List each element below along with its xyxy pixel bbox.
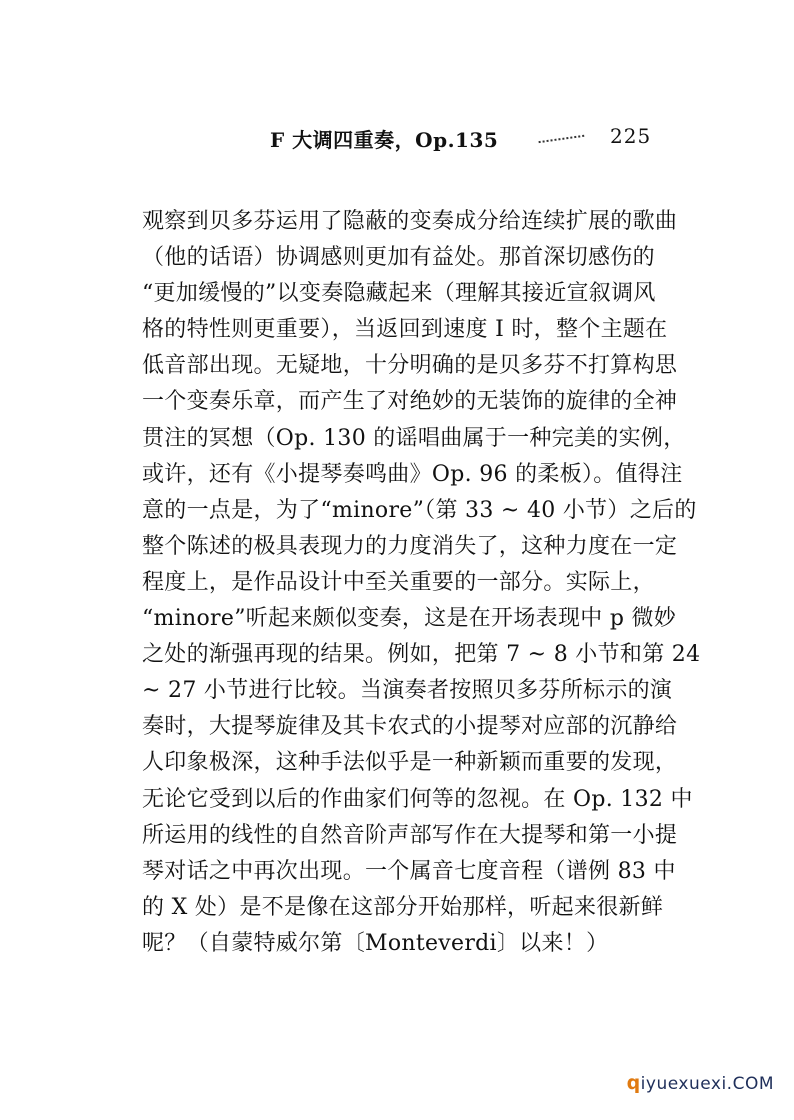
site-watermark — [627, 1072, 774, 1094]
text-line: （他的话语）协调感则更加有益处。那首深切感伤的 — [142, 245, 655, 271]
text-line: “minore”听起来颇似变奏，这是在开场表现中 p 微妙 — [142, 606, 677, 632]
text-line: 奏时，大提琴旋律及其卡农式的小提琴对应部的沉静给 — [142, 714, 678, 740]
text-line: “更加缓慢的”以变奏隐藏起来（理解其接近宣叙调风 — [142, 281, 656, 307]
text-line: 或许，还有《小提琴奏鸣曲》Op. 96 的柔板）。值得注 — [142, 461, 683, 487]
text-line: 之处的渐强再现的结果。例如，把第 7 ~ 8 小节和第 24 — [142, 642, 701, 668]
text-line: 观察到贝多芬运用了隐蔽的变奏成分给连续扩展的歌曲 — [142, 209, 678, 234]
text-line: 无论它受到以后的作曲家们何等的忽视。在 Op. 132 中 — [142, 786, 693, 812]
text-line: 一个变奏乐章，而产生了对绝妙的无装饰的旋律的全神 — [142, 389, 678, 415]
body-paragraph — [142, 204, 701, 962]
text-line: 程度上，是作品设计中至关重要的一部分。实际上， — [142, 569, 655, 595]
text-line: 所运用的线性的自然音阶声部写作在大提琴和第一小提 — [142, 822, 678, 848]
text-line: 的 X 处）是不是像在这部分开始那样，听起来很新鲜 — [142, 894, 664, 920]
text-line: 呢？（自蒙特威尔第〔Monteverdi〕以来！） — [142, 930, 609, 956]
header-title: F 大调四重奏，Op.135 — [270, 128, 499, 152]
text-line: ~ 27 小节进行比较。当演奏者按照贝多芬所标示的演 — [142, 678, 673, 704]
text-line: 格的特性则更重要），当返回到速度 I 时，整个主题在 — [142, 317, 668, 343]
text-line: 琴对话之中再次出现。一个属音七度音程（谱例 83 中 — [142, 858, 676, 884]
page-number: 225 — [610, 124, 652, 148]
text-line: 人印象极深，这种手法似乎是一种新颖而重要的发现， — [142, 750, 678, 776]
text-line: 意的一点是，为了“minore”（第 33 ~ 40 小节）之后的 — [142, 497, 697, 523]
text-line: 低音部出现。无疑地，十分明确的是贝多芬不打算构思 — [142, 353, 678, 379]
running-header — [270, 124, 652, 153]
print-smudge — [538, 129, 585, 143]
watermark-logo-letter: q — [626, 1072, 641, 1094]
watermark-text: iyuexuexi.COM — [640, 1074, 774, 1094]
text-line: 贯注的冥想（Op. 130 的谣唱曲属于一种完美的实例， — [142, 425, 686, 451]
text-line: 整个陈述的极具表现力的力度消失了，这种力度在一定 — [142, 533, 678, 559]
